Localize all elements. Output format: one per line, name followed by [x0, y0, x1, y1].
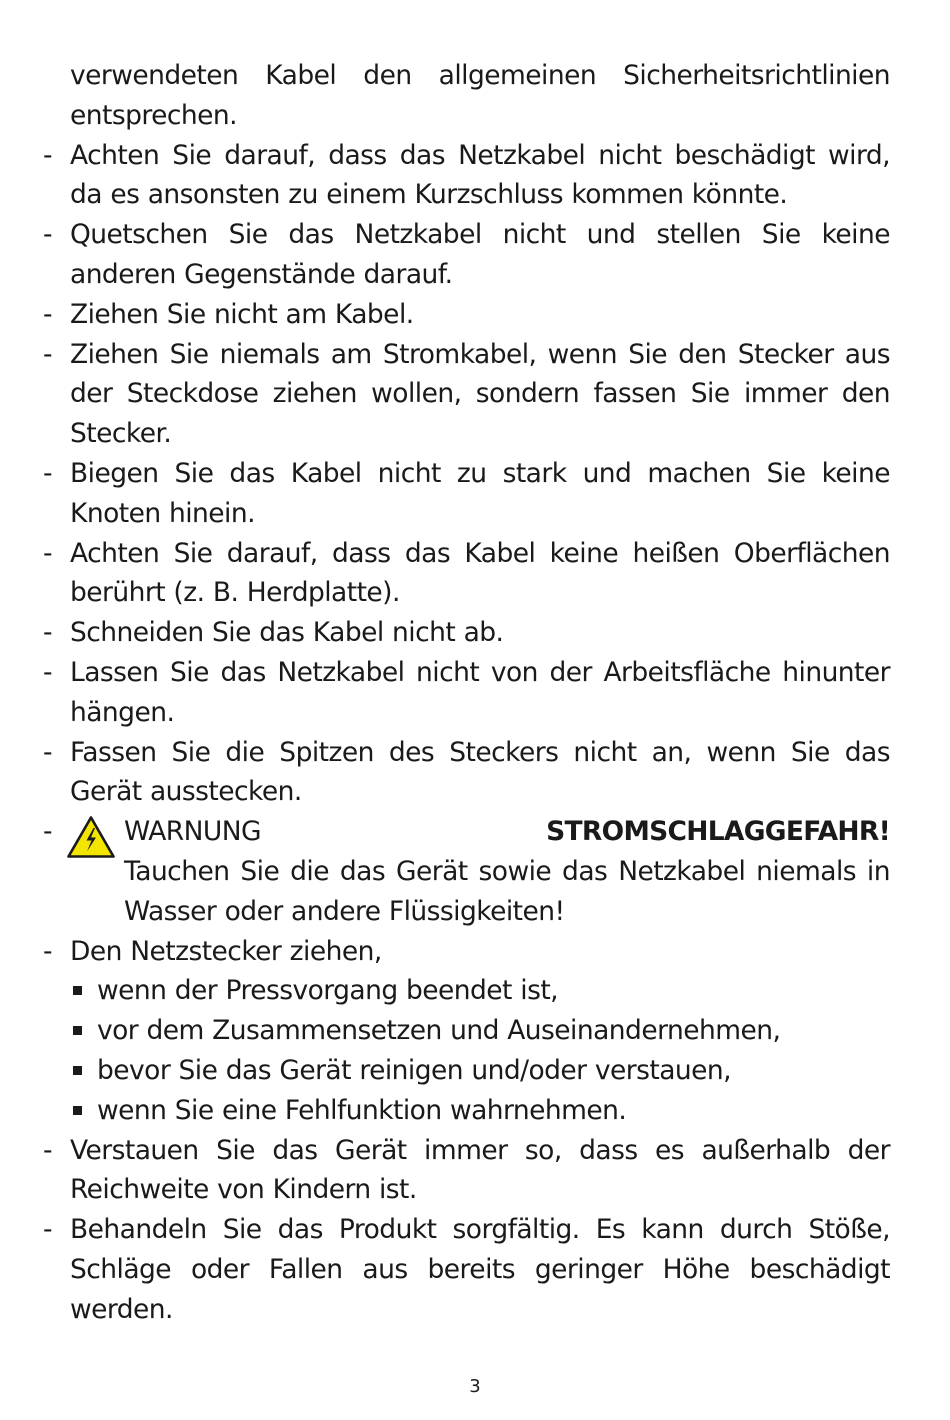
list-item: [0, 733, 950, 813]
warning-emphasis: STROMSCHLAGGEFAHR!: [546, 816, 890, 848]
list-item: [0, 295, 950, 335]
list-item: [0, 653, 950, 733]
sub-list-item-text: wenn Sie eine Fehlfunktion wahrnehmen.: [97, 1094, 627, 1126]
list-item-text: Ziehen Sie nicht am Kabel.: [70, 298, 414, 330]
square-bullet-icon: [73, 1026, 82, 1035]
bullet-dash: -: [43, 457, 53, 489]
sub-list-item: [0, 1011, 950, 1051]
bullet-dash: -: [43, 617, 53, 649]
list-item: [0, 136, 950, 216]
list-item: [0, 1131, 950, 1211]
list-item-text: Quetschen Sie das Netzkabel nicht und stellen Sie keine anderen Gegenstände darauf.: [70, 219, 890, 290]
bullet-dash: -: [43, 219, 53, 251]
list-item: [0, 215, 950, 295]
bullet-dash: -: [43, 298, 53, 330]
sub-list-item-text: vor dem Zusammensetzen und Auseinandernehmen,: [97, 1015, 781, 1047]
list-item-text: Ziehen Sie niemals am Stromkabel, wenn Sie den Stecker aus der Steckdose ziehen wollen, sondern fassen Sie immer den Stecker.: [70, 338, 890, 450]
list-item: [0, 1210, 950, 1329]
sub-list-item: [0, 971, 950, 1011]
list-item: [0, 932, 950, 972]
list-item-text: Behandeln Sie das Produkt sorgfältig. Es kann durch Stöße, Schläge oder Fallen aus bereits geringer Höhe beschädigt werden.: [70, 1214, 890, 1325]
bullet-dash: -: [43, 935, 53, 967]
document-page: [0, 56, 950, 1330]
bullet-dash: -: [43, 1134, 53, 1166]
list-item: [0, 454, 950, 534]
list-item: [0, 613, 950, 653]
warning-label: WARNUNG: [124, 816, 262, 848]
bullet-dash: -: [43, 537, 53, 569]
bullet-dash: -: [43, 338, 53, 370]
list-item-text: Achten Sie darauf, dass das Netzkabel nicht beschädigt wird, da es ansonsten zu einem Kurzschluss kommen könnte.: [70, 139, 890, 211]
sub-list-item-text: wenn der Pressvorgang beendet ist,: [97, 975, 559, 1007]
bullet-dash: -: [43, 139, 53, 171]
warning-item: [0, 812, 950, 931]
list-item: [0, 534, 950, 614]
list-item-text: Biegen Sie das Kabel nicht zu stark und machen Sie keine Knoten hinein.: [70, 457, 890, 529]
sub-list-item: [0, 1091, 950, 1131]
list-item-text: Verstauen Sie das Gerät immer so, dass es außerhalb der Reichweite von Kindern ist.: [70, 1134, 890, 1206]
list-item-text: Den Netzstecker ziehen,: [70, 935, 382, 967]
warning-heading: [124, 812, 890, 852]
bullet-dash: -: [43, 816, 53, 848]
list-item-text: Achten Sie darauf, dass das Kabel keine heißen Oberflächen berührt (z. B. Herdplatte).: [70, 537, 890, 609]
sub-list-item-text: bevor Sie das Gerät reinigen und/oder verstauen,: [97, 1054, 732, 1086]
list-item-text: Lassen Sie das Netzkabel nicht von der Arbeitsfläche hinunter hängen.: [70, 656, 890, 728]
bullet-dash: -: [43, 656, 53, 688]
electric-hazard-icon: [66, 815, 116, 859]
page-number: 3: [469, 1376, 481, 1397]
bullet-dash: -: [43, 736, 53, 768]
bullet-dash: -: [43, 1214, 53, 1246]
intro-continuation: verwendeten Kabel den allgemeinen Sicherheitsrichtlinien entsprechen.: [70, 60, 890, 131]
square-bullet-icon: [73, 986, 82, 995]
square-bullet-icon: [73, 1066, 82, 1075]
list-item: [0, 335, 950, 454]
list-item-text: Schneiden Sie das Kabel nicht ab.: [70, 617, 504, 649]
sub-list-item: [0, 1051, 950, 1091]
warning-text: Tauchen Sie die das Gerät sowie das Netzkabel niemals in Wasser oder andere Flüssigkeiten!: [124, 855, 890, 927]
square-bullet-icon: [73, 1106, 82, 1115]
list-item-text: Fassen Sie die Spitzen des Steckers nicht an, wenn Sie das Gerät ausstecken.: [70, 736, 890, 808]
